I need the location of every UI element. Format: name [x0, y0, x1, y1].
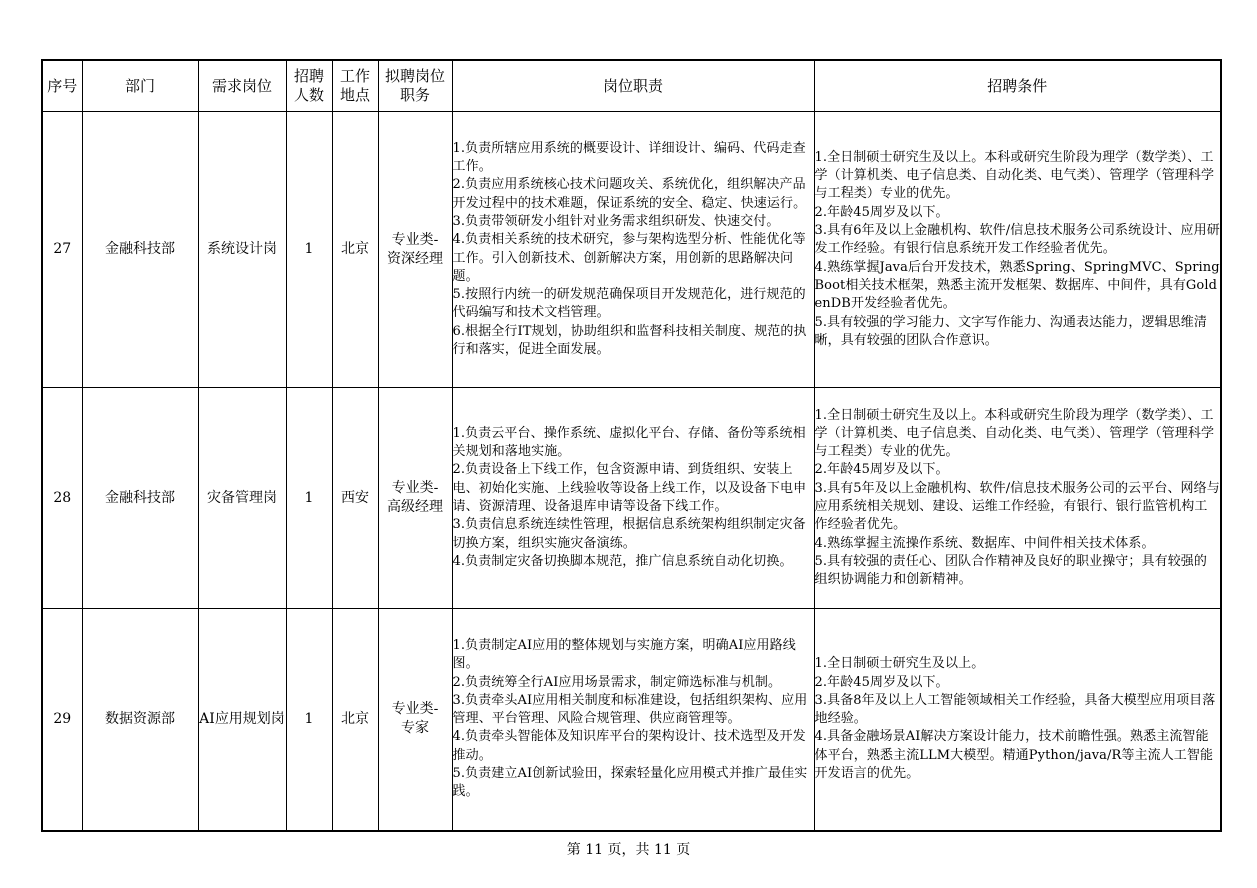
table-row [42, 388, 1221, 609]
header-dept: 部门 [82, 60, 198, 112]
page-footer: 第 11 页，共 11 页 [566, 842, 691, 858]
row-rank: 专业类- 专家 [378, 609, 452, 831]
table-row [42, 609, 1221, 831]
row-seq: 29 [42, 609, 82, 831]
row-duties [452, 112, 814, 388]
header-duties: 岗位职责 [452, 60, 814, 112]
row-duties-text: 1.负责制定AI应用的整体规划与实施方案，明确AI应用路线图。 2.负责统筹全行AI应用场景需求，制定筛选标准与机制。 3.负责牵头AI应用相关制度和标准建设，包括组织架构、应用管理、平台管理、风险合规管理、供应商管理等。 4.负责牵头智能体及知识库平台的架构设计、技术选型及开发推动。 5.负责建立AI创新试验田，探索轻量化应用模式并推广最佳实践。 [452, 637, 808, 800]
header-location: 工作 地点 [332, 60, 378, 112]
table-row [42, 112, 1221, 388]
header-seq: 序号 [42, 60, 82, 112]
header-position: 需求岗位 [198, 60, 286, 112]
row-count: 1 [286, 609, 332, 831]
row-position: 系统设计岗 [198, 112, 286, 388]
row-duties-text: 1.负责云平台、操作系统、虚拟化平台、存储、备份等系统相关规划和落地实施。 2.负责设备上下线工作，包含资源申请、到货组织、安装上电、初始化实施、上线验收等设备上线工作，以及设备下电申请、资源清理、设备退库申请等设备下线工作。 3.负责信息系统连续性管理，根据信息系统架构组织制定灾备切换方案，组织实施灾备演练。 4.负责制定灾备切换脚本规范，推广信息系统自动化切换。 [452, 425, 807, 569]
header-row [42, 60, 1221, 112]
row-location: 西安 [332, 388, 378, 609]
row-dept: 数据资源部 [82, 609, 198, 831]
header-count: 招聘 人数 [286, 60, 332, 112]
row-requirements [814, 388, 1221, 609]
row-duties-text: 1.负责所辖应用系统的概要设计、详细设计、编码、代码走查工作。 2.负责应用系统核心技术问题攻关、系统优化，组织解决产品开发过程中的技术难题，保证系统的安全、稳定、快速运行。 3.负责带领研发小组针对业务需求组织研发、快速交付。 4.负责相关系统的技术研究，参与架构选型分析、性能优化等工作。引入创新技术、创新解决方案，用创新的思路解决问题。 5.按照行内统一的研发规范确保项目开发规范化，进行规范的代码编写和技术文档管理。 6.根据全行IT规划，协助组织和监督科技相关制度、规范的执行和落实，促进全面发展。 [452, 140, 807, 357]
row-location: 北京 [332, 609, 378, 831]
header-rank: 拟聘岗位 职务 [378, 60, 452, 112]
row-requirements-text: 1.全日制硕士研究生及以上。本科或研究生阶段为理学（数学类）、工学（计算机类、电子信息类、自动化类、电气类）、管理学（管理科学与工程类）专业的优先。 2.年龄45周岁及以下。 3.具有5年及以上金融机构、软件/信息技术服务公司的云平台、网络与应用系统相关规划、建设、运维工作经验，有银行、银行监管机构工作经验者优先。 4.熟练掌握主流操作系统、数据库、中间件相关技术体系。 5.具有较强的责任心、团队合作精神及良好的职业操守；具有较强的组织协调能力和创新精神。 [814, 407, 1220, 588]
row-position: AI应用规划岗 [198, 609, 286, 831]
row-requirements-text: 1.全日制硕士研究生及以上。 2.年龄45周岁及以下。 3.具备8年及以上人工智能领域相关工作经验，具备大模型应用项目落地经验。 4.具备金融场景AI解决方案设计能力，技术前瞻性强。熟悉主流智能体平台，熟悉主流LLM大模型。精通Python/java/R等主流人工智能开发语言的优先。 [814, 656, 1216, 781]
recruitment-table [41, 59, 1222, 832]
row-count: 1 [286, 112, 332, 388]
row-seq: 27 [42, 112, 82, 388]
row-duties [452, 388, 814, 609]
row-requirements [814, 112, 1221, 388]
row-dept: 金融科技部 [82, 388, 198, 609]
row-duties [452, 609, 814, 831]
row-dept: 金融科技部 [82, 112, 198, 388]
header-requirements: 招聘条件 [814, 60, 1221, 112]
row-location: 北京 [332, 112, 378, 388]
row-count: 1 [286, 388, 332, 609]
row-rank: 专业类- 高级经理 [378, 388, 452, 609]
row-requirements [814, 609, 1221, 831]
row-rank: 专业类- 资深经理 [378, 112, 452, 388]
row-requirements-text: 1.全日制硕士研究生及以上。本科或研究生阶段为理学（数学类）、工学（计算机类、电子信息类、自动化类、电气类）、管理学（管理科学与工程类）专业的优先。 2.年龄45周岁及以下。 3.具有6年及以上金融机构、软件/信息技术服务公司系统设计、应用研发工作经验。有银行信息系统开发工作经验者优先。 4.熟练掌握Java后台开发技术，熟悉Spring、SpringMVC、SpringBoot相关技术框架，熟悉主流开发框架、数据库、中间件，具有GoldenDB开发经验者优先。 5.具有较强的学习能力、文字写作能力、沟通表达能力，逻辑思维清晰，具有较强的团队合作意识。 [814, 149, 1220, 348]
row-position: 灾备管理岗 [198, 388, 286, 609]
row-seq: 28 [42, 388, 82, 609]
